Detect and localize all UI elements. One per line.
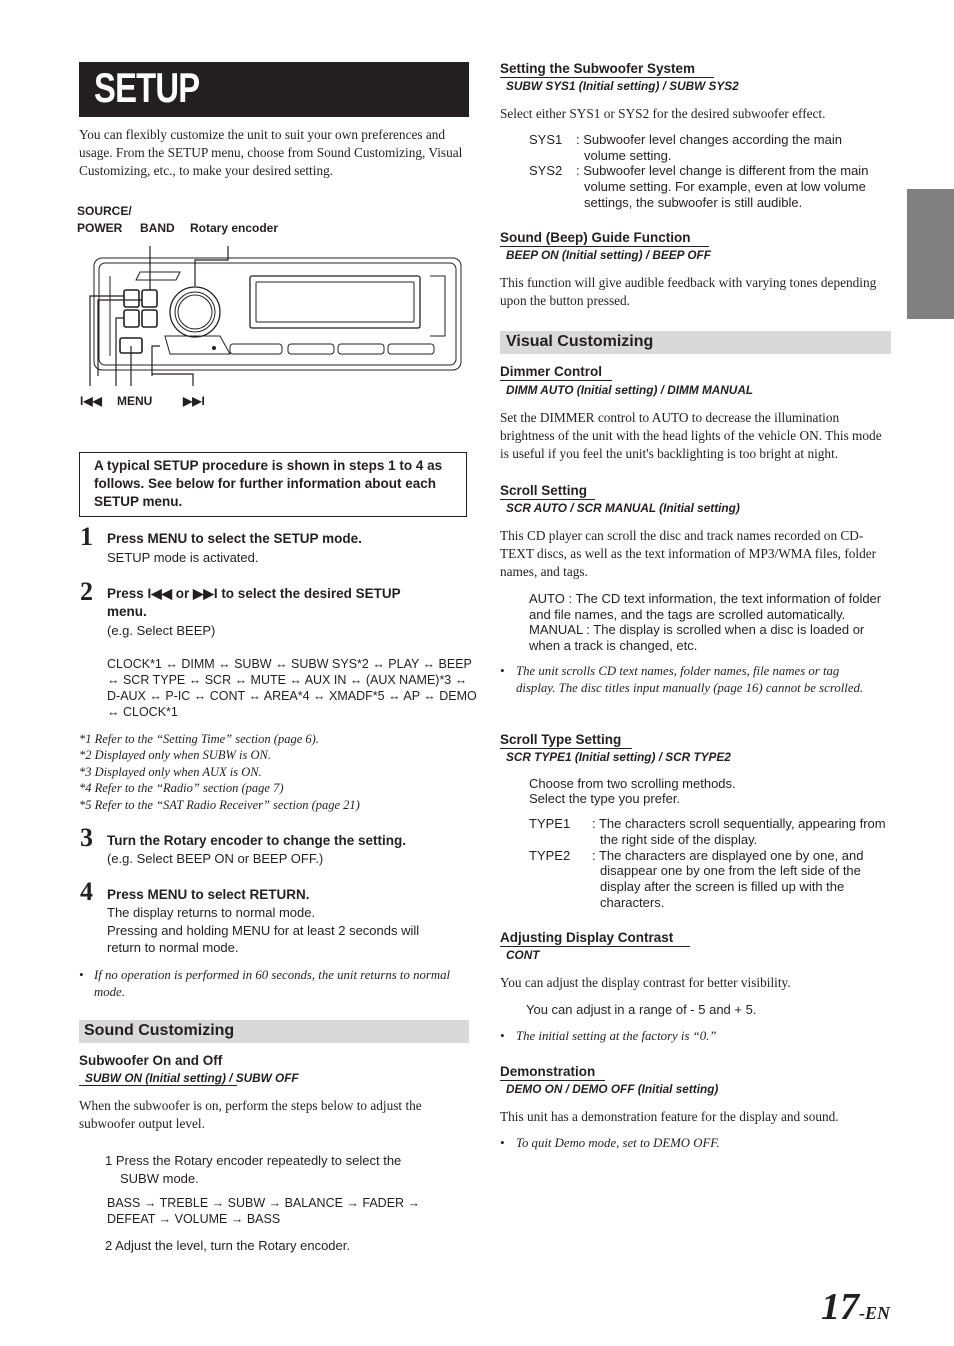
menu-cycle-line-3: D-AUX ↔ P-IC ↔ CONT ↔ AREA*4 ↔ XMADF*5 ↔ AP ↔ DEMO	[107, 689, 477, 703]
subw-step-1-cont: SUBW mode.	[120, 1171, 199, 1186]
side-tab	[907, 189, 954, 319]
label-prev: I◀◀	[80, 394, 102, 408]
step-4-number: 4	[80, 877, 93, 906]
type1-def-1: : The characters scroll sequentially, appearing from	[592, 816, 886, 831]
beep-underline	[500, 246, 709, 247]
cont-heading: Adjusting Display Contrast	[500, 930, 674, 945]
scr-options: SCR AUTO / SCR MANUAL (Initial setting)	[506, 501, 740, 515]
beep-options: BEEP ON (Initial setting) / BEEP OFF	[506, 248, 711, 262]
sound-section-title: Sound Customizing	[84, 1022, 235, 1039]
subw-cycle-2: DEFEAT → VOLUME → BASS	[107, 1212, 281, 1226]
cont-underline	[500, 946, 690, 947]
subw-step-2: 2 Adjust the level, turn the Rotary encoder.	[105, 1238, 350, 1253]
sys2-def-3: settings, the subwoofer is still audible.	[584, 195, 803, 210]
step-4-body-3: return to normal mode.	[107, 940, 239, 955]
scr-manual-def: MANUAL : The display is scrolled when a disc is loaded or when a track is changed, etc.	[529, 622, 865, 653]
sys-text: Select either SYS1 or SYS2 for the desired subwoofer effect.	[500, 106, 826, 121]
step-2-body: (e.g. Select BEEP)	[107, 623, 216, 638]
cont-note: The initial setting at the factory is “0.”	[516, 1029, 717, 1043]
scr-note: The unit scrolls CD text names, folder names, file names or tag display. The disc titles input manually (page 16) cannot be scrolled.	[516, 664, 864, 695]
sys1-term: SYS1	[529, 132, 563, 147]
setup-note-text: A typical SETUP procedure is shown in steps 1 to 4 as follows. See below for further information about each SETUP menu.	[94, 458, 443, 509]
sys-options: SUBW SYS1 (Initial setting) / SUBW SYS2	[506, 79, 739, 93]
cont-range: You can adjust in a range of - 5 and + 5.	[526, 1002, 757, 1017]
sys2-def-2: volume setting. For example, even at low volume	[584, 179, 866, 194]
scr-text: This CD player can scroll the disc and track names recorded on CD-TEXT discs, as well as the text information of MP3/WMA files, folder names, and tags.	[500, 528, 877, 579]
dimm-text: Set the DIMMER control to AUTO to decrease the illumination brightness of the unit with the head lights of the vehicle ON. This mode is useful if you feel the unit's backlighting is too bright at night.	[500, 410, 882, 461]
type-text-2: Select the type you prefer.	[529, 791, 681, 806]
demo-bullet: •	[500, 1136, 505, 1150]
footnote-4: *4 Refer to the “Radio” section (page 7)	[79, 781, 284, 795]
step-2-number: 2	[80, 577, 93, 606]
type-options: SCR TYPE1 (Initial setting) / SCR TYPE2	[506, 750, 731, 764]
menu-cycle-line-2: ↔ SCR TYPE ↔ SCR ↔ MUTE ↔ AUX IN ↔ (AUX NAME)*3 ↔	[107, 673, 468, 687]
head-unit-illustration	[80, 236, 470, 396]
bullet-dot: •	[79, 968, 84, 982]
subw-step-1: 1 Press the Rotary encoder repeatedly to select the	[105, 1153, 402, 1168]
cont-options: CONT	[506, 948, 540, 962]
footnote-5: *5 Refer to the “SAT Radio Receiver” section (page 21)	[79, 798, 360, 812]
demo-text: This unit has a demonstration feature for the display and sound.	[500, 1109, 839, 1124]
type2-def-4: characters.	[600, 895, 665, 910]
type2-def-2: disappear one by one from the left side of the	[600, 863, 861, 878]
label-power: POWER	[77, 221, 123, 235]
menu-cycle-line-1: CLOCK*1 ↔ DIMM ↔ SUBW ↔ SUBW SYS*2 ↔ PLAY ↔ BEEP	[107, 657, 472, 671]
beep-text: This function will give audible feedback with varying tones depending upon the button pressed.	[500, 275, 877, 308]
step-4-heading: Press MENU to select RETURN.	[107, 887, 310, 902]
cont-text: You can adjust the display contrast for better visibility.	[500, 975, 791, 990]
type-heading: Scroll Type Setting	[500, 732, 622, 747]
page-number	[821, 1285, 890, 1329]
sys2-def-1: : Subwoofer level change is different from the main	[576, 163, 869, 178]
demo-options: DEMO ON / DEMO OFF (Initial setting)	[506, 1082, 719, 1096]
step-3-number: 3	[80, 823, 93, 852]
subw-options: SUBW ON (Initial setting) / SUBW OFF	[85, 1071, 299, 1085]
dimm-options: DIMM AUTO (Initial setting) / DIMM MANUAL	[506, 383, 754, 397]
step-4-body-1: The display returns to normal mode.	[107, 905, 316, 920]
subw-text: When the subwoofer is on, perform the steps below to adjust the subwoofer output level.	[79, 1098, 422, 1131]
scr-underline	[500, 499, 595, 500]
label-menu: MENU	[117, 394, 153, 408]
sys1-def-2: volume setting.	[584, 148, 672, 163]
type2-def-1: : The characters are displayed one by one, and	[592, 848, 864, 863]
scr-heading: Scroll Setting	[500, 483, 588, 498]
subw-underline	[79, 1085, 237, 1086]
type-underline	[500, 748, 632, 749]
step-2-heading: Press I◀◀ or ▶▶I to select the desired SETUP	[107, 586, 401, 601]
footnote-2: *2 Displayed only when SUBW is ON.	[79, 748, 271, 762]
scr-bullet: •	[500, 664, 505, 678]
sys-heading: Setting the Subwoofer System	[500, 61, 696, 76]
step-3-heading: Turn the Rotary encoder to change the setting.	[107, 833, 407, 848]
footnote-1: *1 Refer to the “Setting Time” section (page 6).	[79, 732, 319, 746]
demo-underline	[500, 1080, 605, 1081]
step-2-heading-cont: menu.	[107, 604, 147, 619]
step-1-body: SETUP mode is activated.	[107, 550, 259, 565]
dimm-underline	[500, 380, 612, 381]
sys-underline	[500, 77, 714, 78]
page-suffix: -EN	[859, 1303, 890, 1323]
dimm-heading: Dimmer Control	[500, 364, 603, 379]
step-4-body-2: Pressing and holding MENU for at least 2 seconds will	[107, 923, 420, 938]
label-rotary: Rotary encoder	[190, 221, 279, 235]
scr-auto-def: AUTO : The CD text information, the text information of folder and file names, and the tags are scrolled automatically.	[529, 591, 882, 622]
subw-cycle-1: BASS → TREBLE → SUBW → BALANCE → FADER →	[107, 1196, 421, 1210]
type2-term: TYPE2	[529, 848, 571, 863]
step-3-body: (e.g. Select BEEP ON or BEEP OFF.)	[107, 851, 324, 866]
beep-heading: Sound (Beep) Guide Function	[500, 230, 691, 245]
step-1-number: 1	[80, 522, 93, 551]
menu-cycle-line-4: ↔ CLOCK*1	[107, 705, 178, 719]
sys2-term: SYS2	[529, 163, 563, 178]
demo-heading: Demonstration	[500, 1064, 596, 1079]
timeout-note: If no operation is performed in 60 seconds, the unit returns to normal mode.	[94, 968, 451, 999]
intro-text: You can flexibly customize the unit to suit your own preferences and usage. From the SETUP menu, choose from Sound Customizing, Visual Customizing, etc., to make your desired setting.	[79, 127, 463, 178]
sys1-def-1: : Subwoofer level changes according the main	[576, 132, 842, 147]
step-1-heading: Press MENU to select the SETUP mode.	[107, 531, 362, 546]
label-band: BAND	[140, 221, 175, 235]
label-source: SOURCE/	[77, 204, 132, 218]
type1-term: TYPE1	[529, 816, 571, 831]
demo-note: To quit Demo mode, set to DEMO OFF.	[516, 1136, 720, 1150]
subw-heading: Subwoofer On and Off	[79, 1053, 223, 1068]
footnote-3: *3 Displayed only when AUX is ON.	[79, 765, 262, 779]
visual-section-title: Visual Customizing	[506, 333, 654, 350]
cont-bullet: •	[500, 1029, 505, 1043]
type1-def-2: the right side of the display.	[600, 832, 758, 847]
label-next: ▶▶I	[183, 394, 205, 408]
type-text-1: Choose from two scrolling methods.	[529, 776, 736, 791]
page-title: SETUP	[94, 64, 200, 111]
type2-def-3: display after the screen is filled up with the	[600, 879, 845, 894]
page-number-value: 17	[821, 1286, 859, 1328]
